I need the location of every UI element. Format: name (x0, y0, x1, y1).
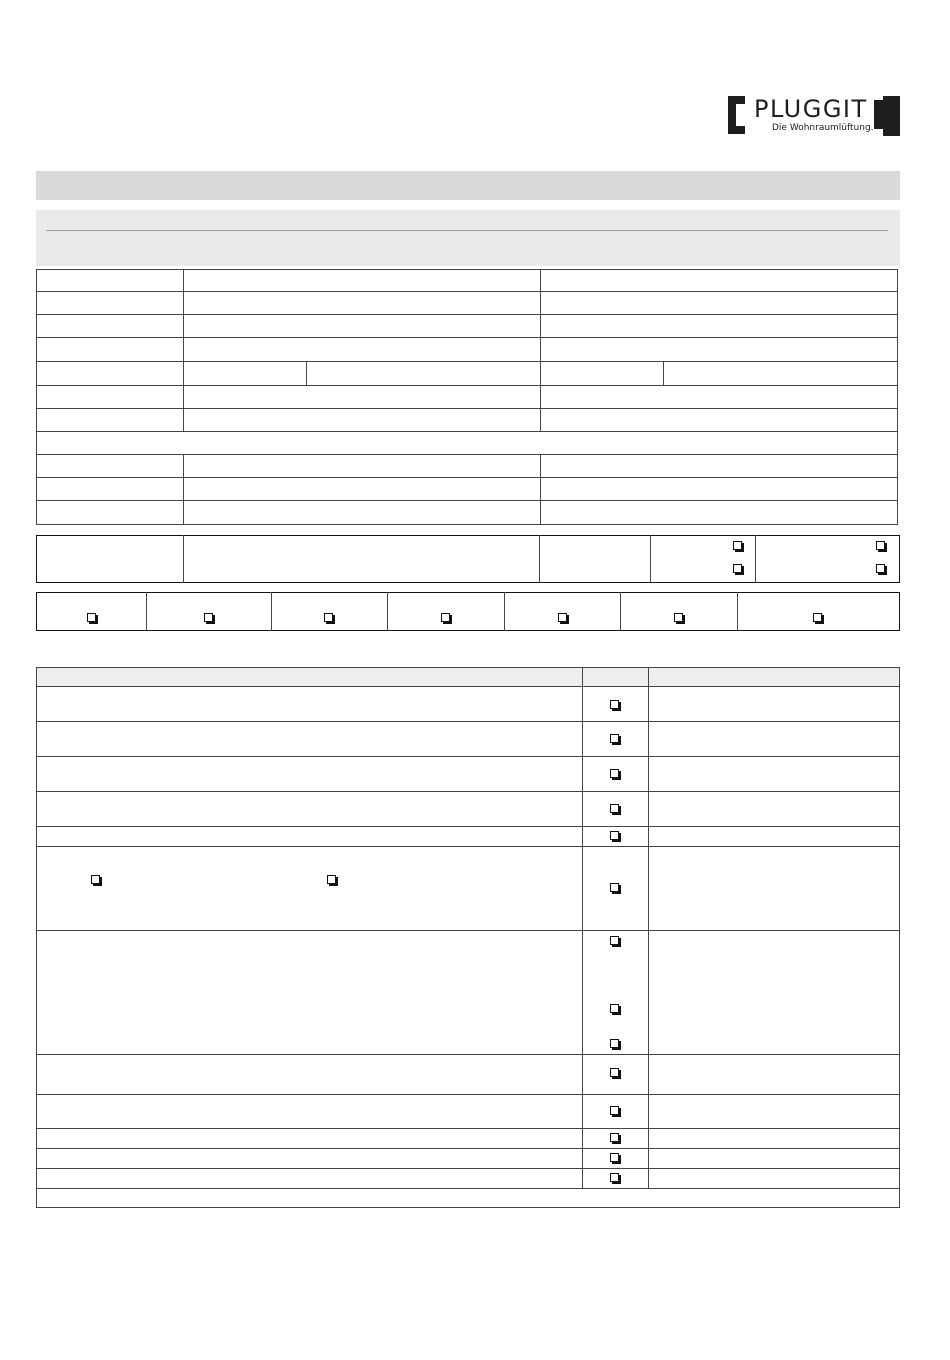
info-field[interactable] (184, 409, 540, 431)
choice-table (36, 535, 900, 583)
remark-field[interactable] (649, 1169, 899, 1188)
checkbox[interactable] (558, 613, 567, 622)
info-field[interactable] (664, 362, 897, 385)
info-field[interactable] (184, 386, 540, 408)
footer-row (37, 1189, 899, 1207)
checkbox[interactable] (610, 831, 619, 840)
remark-field[interactable] (649, 687, 899, 721)
choice-field[interactable] (184, 536, 539, 582)
info-field[interactable] (541, 478, 897, 500)
checkbox[interactable] (324, 613, 333, 622)
checkbox[interactable] (813, 613, 822, 622)
info-field[interactable] (541, 386, 897, 408)
checkbox[interactable] (733, 564, 742, 573)
remark-field[interactable] (649, 1095, 899, 1128)
info-field[interactable] (184, 338, 540, 361)
checkbox[interactable] (610, 769, 619, 778)
checkbox[interactable] (91, 875, 100, 884)
info-table (36, 269, 898, 525)
checklist-header (36, 667, 900, 686)
checkbox[interactable] (876, 541, 885, 550)
remark-field[interactable] (649, 1149, 899, 1168)
remark-field[interactable] (649, 847, 899, 930)
remark-field[interactable] (649, 931, 899, 1054)
info-field[interactable] (184, 270, 540, 291)
checkbox[interactable] (610, 1173, 619, 1182)
checkbox[interactable] (204, 613, 213, 622)
remark-field[interactable] (649, 827, 899, 846)
info-field[interactable] (541, 501, 897, 524)
checkbox[interactable] (610, 700, 619, 709)
pluggit-logo (728, 96, 900, 138)
logo-tagline: Die Wohnraumlüftung. (772, 123, 874, 133)
checklist-table (36, 667, 900, 1208)
remark-field[interactable] (649, 722, 899, 756)
checkbox[interactable] (610, 1004, 619, 1013)
remark-field[interactable] (649, 1055, 899, 1094)
subtitle-band (36, 210, 900, 266)
checkbox[interactable] (610, 1039, 619, 1048)
info-field[interactable] (184, 315, 540, 337)
checkbox[interactable] (327, 875, 336, 884)
checkbox[interactable] (733, 541, 742, 550)
info-field[interactable] (307, 362, 540, 385)
info-field[interactable] (541, 362, 663, 385)
checkbox[interactable] (87, 613, 96, 622)
info-field[interactable] (184, 501, 540, 524)
info-field[interactable] (184, 455, 540, 477)
info-field[interactable] (541, 455, 897, 477)
info-field[interactable] (184, 292, 540, 314)
info-field[interactable] (184, 478, 540, 500)
info-field[interactable] (184, 362, 306, 385)
checkbox[interactable] (610, 1106, 619, 1115)
remark-field[interactable] (649, 792, 899, 826)
checkbox[interactable] (876, 564, 885, 573)
info-field[interactable] (541, 270, 897, 291)
checkbox[interactable] (610, 883, 619, 892)
remark-field[interactable] (649, 1129, 899, 1148)
subtitle-rule (46, 230, 888, 231)
title-band (36, 171, 900, 200)
checkbox[interactable] (674, 613, 683, 622)
info-field[interactable] (541, 315, 897, 337)
logo-wordmark: PLUGGIT (754, 95, 868, 123)
remark-field[interactable] (649, 757, 899, 791)
checkbox[interactable] (610, 1153, 619, 1162)
category-row (36, 592, 900, 631)
checkbox[interactable] (610, 1068, 619, 1077)
checkbox[interactable] (441, 613, 450, 622)
info-field[interactable] (541, 409, 897, 431)
checkbox[interactable] (610, 734, 619, 743)
info-field[interactable] (541, 292, 897, 314)
section-row (37, 432, 897, 454)
info-field[interactable] (541, 338, 897, 361)
checkbox[interactable] (610, 936, 619, 945)
checkbox[interactable] (610, 1133, 619, 1142)
checkbox[interactable] (610, 804, 619, 813)
